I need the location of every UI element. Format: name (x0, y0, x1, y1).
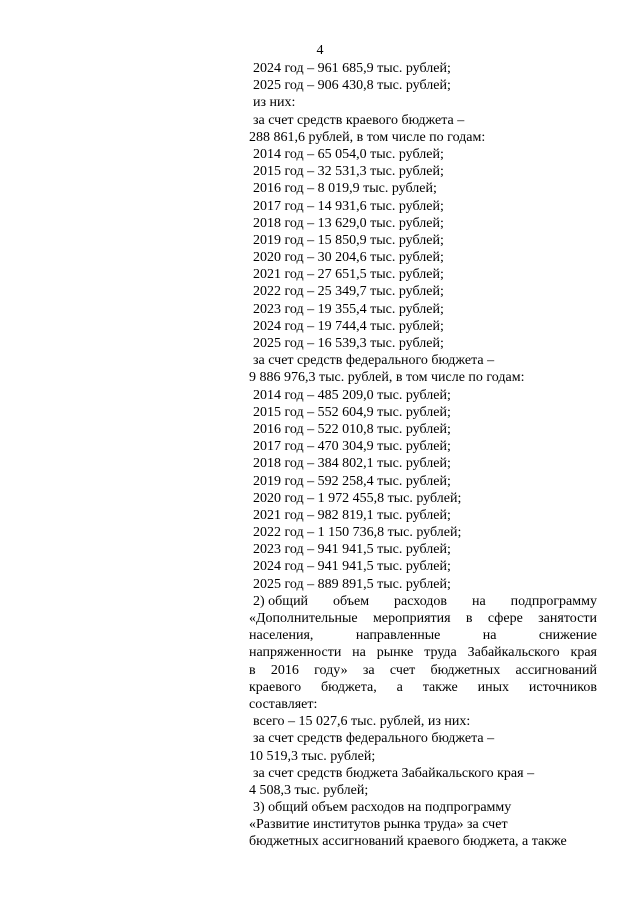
word: сфере (487, 611, 523, 626)
word: 2016 (270, 662, 299, 678)
text-line: 2019 год – 15 850,9 тыс. рублей; (253, 232, 444, 248)
text-line: 4 508,3 тыс. рублей; (249, 782, 369, 798)
word: подпрограмму (510, 593, 597, 609)
text-line: составляет: (249, 696, 318, 712)
word: бюджета, (321, 679, 377, 695)
text-line: 2016 год – 8 019,9 тыс. рублей; (253, 181, 437, 197)
word: напряженности (249, 645, 342, 661)
text-line: 2024 год – 941 941,5 тыс. рублей; (253, 559, 451, 575)
word: труда (424, 645, 457, 661)
text-line: 2023 год – 19 355,4 тыс. рублей; (253, 301, 444, 317)
text-line: 2024 год – 961 685,9 тыс. рублей; (253, 61, 451, 76)
word: также (422, 679, 458, 695)
word: источников (528, 679, 597, 695)
text-line: 2015 год – 32 531,3 тыс. рублей; (253, 164, 444, 180)
word: расходов (394, 593, 448, 609)
text-line: 9 886 976,3 тыс. рублей, в том числе по годам: (249, 370, 525, 386)
justified-line (249, 662, 597, 679)
word: 2) общий (253, 593, 309, 609)
text-line: 2025 год – 16 539,3 тыс. рублей; (253, 336, 444, 351)
text-line: 2014 год – 485 209,0 тыс. рублей; (253, 387, 451, 403)
word: снижение (538, 628, 597, 644)
justified-line (249, 644, 597, 661)
text-line: бюджетных ассигнований краевого бюджета, а также (249, 834, 567, 850)
text-line: 2014 год – 65 054,0 тыс. рублей; (253, 146, 444, 162)
text-line: 2024 год – 19 744,4 тыс. рублей; (253, 318, 444, 334)
text-line: 2025 год – 889 891,5 тыс. рублей; (253, 576, 451, 592)
text-line: 2015 год – 552 604,9 тыс. рублей; (253, 404, 451, 420)
text-line: за счет средств федерального бюджета – (253, 353, 495, 369)
text-line: 2020 год – 1 972 455,8 тыс. рублей; (253, 490, 462, 506)
text-line: 288 861,6 рублей, в том числе по годам: (249, 129, 486, 145)
paragraph-subprogram-2 (249, 593, 597, 696)
text-line: 2017 год – 14 931,6 тыс. рублей; (253, 198, 444, 214)
justified-line (249, 627, 597, 644)
word: в (465, 611, 473, 626)
text-line: «Развитие институтов рынка труда» за счет (249, 817, 508, 833)
text-line: 2023 год – 941 941,5 тыс. рублей; (253, 542, 451, 558)
text-line: за счет средств федерального бюджета – (253, 731, 495, 747)
document-body (249, 60, 597, 851)
text-line: 2018 год – 384 802,1 тыс. рублей; (253, 456, 451, 472)
word: «Дополнительные (249, 611, 358, 626)
word: Забайкальского (467, 645, 560, 661)
word: на (482, 628, 497, 644)
word: на (352, 645, 366, 661)
word: году» (314, 662, 348, 678)
word: краевого (249, 679, 302, 695)
word: объем (332, 593, 370, 609)
word: населения, (249, 628, 314, 644)
text-line: из них: (253, 95, 296, 111)
text-line: 2018 год – 13 629,0 тыс. рублей; (253, 215, 444, 231)
text-line: 2022 год – 25 349,7 тыс. рублей; (253, 284, 444, 300)
word: за (362, 662, 375, 678)
text-line: 2025 год – 906 430,8 тыс. рублей; (253, 78, 451, 94)
text-line: 2016 год – 522 010,8 тыс. рублей; (253, 421, 451, 437)
text-line: 2021 год – 982 819,1 тыс. рублей; (253, 507, 451, 523)
page-number: 4 (316, 43, 324, 58)
text-line: 3) общий объем расходов на подпрограмму (253, 800, 512, 816)
justified-line (249, 610, 597, 627)
text-line: 2017 год – 470 304,9 тыс. рублей; (253, 439, 451, 455)
justified-line (249, 679, 597, 696)
text-line: 10 519,3 тыс. рублей; (249, 748, 376, 764)
text-line: за счет средств бюджета Забайкальского края – (253, 765, 535, 781)
text-line: 2019 год – 592 258,4 тыс. рублей; (253, 473, 451, 489)
word: на (471, 593, 486, 609)
word: края (570, 645, 597, 661)
word: занятости (538, 611, 597, 626)
text-line: за счет средств краевого бюджета – (253, 112, 465, 128)
text-line: 2020 год – 30 204,6 тыс. рублей; (253, 250, 444, 266)
word: рынке (376, 645, 414, 661)
word: а (396, 679, 403, 695)
word: бюджетных (430, 662, 501, 678)
justified-line (249, 593, 597, 610)
word: в (249, 662, 256, 678)
word: счет (389, 662, 416, 678)
text-line: 2022 год – 1 150 736,8 тыс. рублей; (253, 525, 462, 541)
word: мероприятия (373, 611, 451, 626)
word: ассигнований (515, 662, 597, 678)
word: иных (477, 679, 510, 695)
text-line: всего – 15 027,6 тыс. рублей, из них: (253, 714, 471, 730)
word: направленные (355, 628, 441, 644)
text-line: 2021 год – 27 651,5 тыс. рублей; (253, 267, 444, 283)
